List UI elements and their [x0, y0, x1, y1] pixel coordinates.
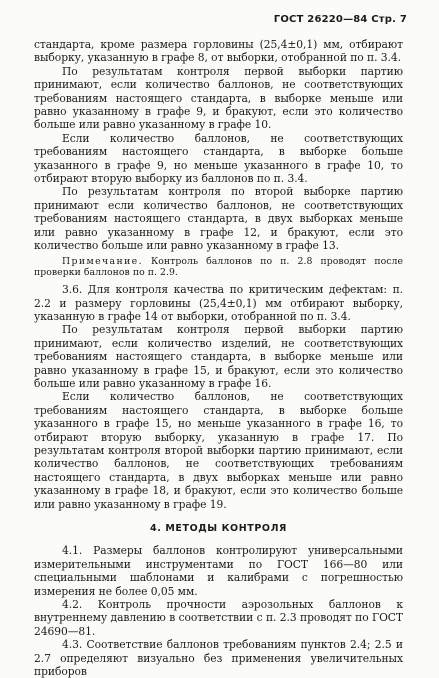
paragraph: По результатам контроля первой выборки партию принимают, если количество баллонов, не соответствующих требованиям настоящего стандарта, в выборке меньше или равно указанному в графе 9, и бракуют, если это количество больше или равно указанному в графе 10. — [34, 64, 403, 132]
paragraph: Если количество баллонов, не соответствующих требованиям настоящего стандарта, в выборке больше указанного в графе 15, но меньше указанного в графе 16, то отбирают вторую выборку, указанную в графе 17. По результатам контроля второй выборки партию принимают, если количество баллонов, не соответствующих требованиям настоящего стандарта, в двух выборках меньше или равно указанному в графе 18, и бракуют, если это количество больше или равно указанному в графе 19. — [34, 390, 403, 511]
paragraph: Если количество баллонов, не соответствующих требованиям настоящего стандарта, в выборке больше указанного в графе 9, но меньше указанного в графе 10, то отбирают вторую выборку из баллонов по п. 3.4. — [34, 131, 403, 186]
paragraph: 4.2. Контроль прочности аэрозольных баллонов к внутреннему давлению в соответствии с п. 2.3 проводят по ГОСТ 24690—81. — [34, 598, 403, 638]
paragraph: 4.1. Размеры баллонов контролируют универсальными измерительными инструментами по ГОСТ 166—80 или специальными шаблонами и калибрами с погрешностью измерения не более 0,05 мм. — [34, 544, 403, 598]
paragraph: 4.3. Соответствие баллонов требованиям пунктов 2.4; 2.5 и 2.7 определяют визуально без применения увеличительных приборов — [34, 638, 403, 678]
note-label: Примечание. — [62, 255, 143, 267]
paragraph: По результатам контроля по второй выборке партию принимают если количество баллонов, не соответствующих требованиям настоящего стандарта, в двух выборках меньше или равно указанному в графе 12, и бракуют, если это количество больше или равно указанному в графе 13. — [34, 185, 403, 253]
section-title: 4. МЕТОДЫ КОНТРОЛЯ — [150, 523, 287, 534]
paragraph: 3.6. Для контроля качества по критическим дефектам: п. 2.2 и размеру горловины (25,4±0,1) мм отбирают выборку, указанную в графе 14 от выборки, отобранной по п. 3.4. — [34, 283, 403, 323]
paragraph: По результатам контроля первой выборки партию принимают, если количество изделий, не соответствующих требованиям настоящего стандарта, в выборке меньше или равно указанному в графе 15, и бракуют, если это количество больше или равно указанному в графе 16. — [34, 323, 403, 390]
page-header: ГОСТ 26220—84 Стр. 7 — [273, 14, 407, 25]
document-body — [34, 38, 403, 678]
note — [34, 256, 403, 280]
paragraph: стандарта, кроме размера горловины (25,4±0,1) мм, отбирают выборку, указанную в графе 8, от выборки, отобранной по п. 3.4. — [34, 38, 403, 65]
note-text: Контроль баллонов по п. 2.8 проводят после проверки баллонов по п. 2.9. — [34, 255, 403, 279]
